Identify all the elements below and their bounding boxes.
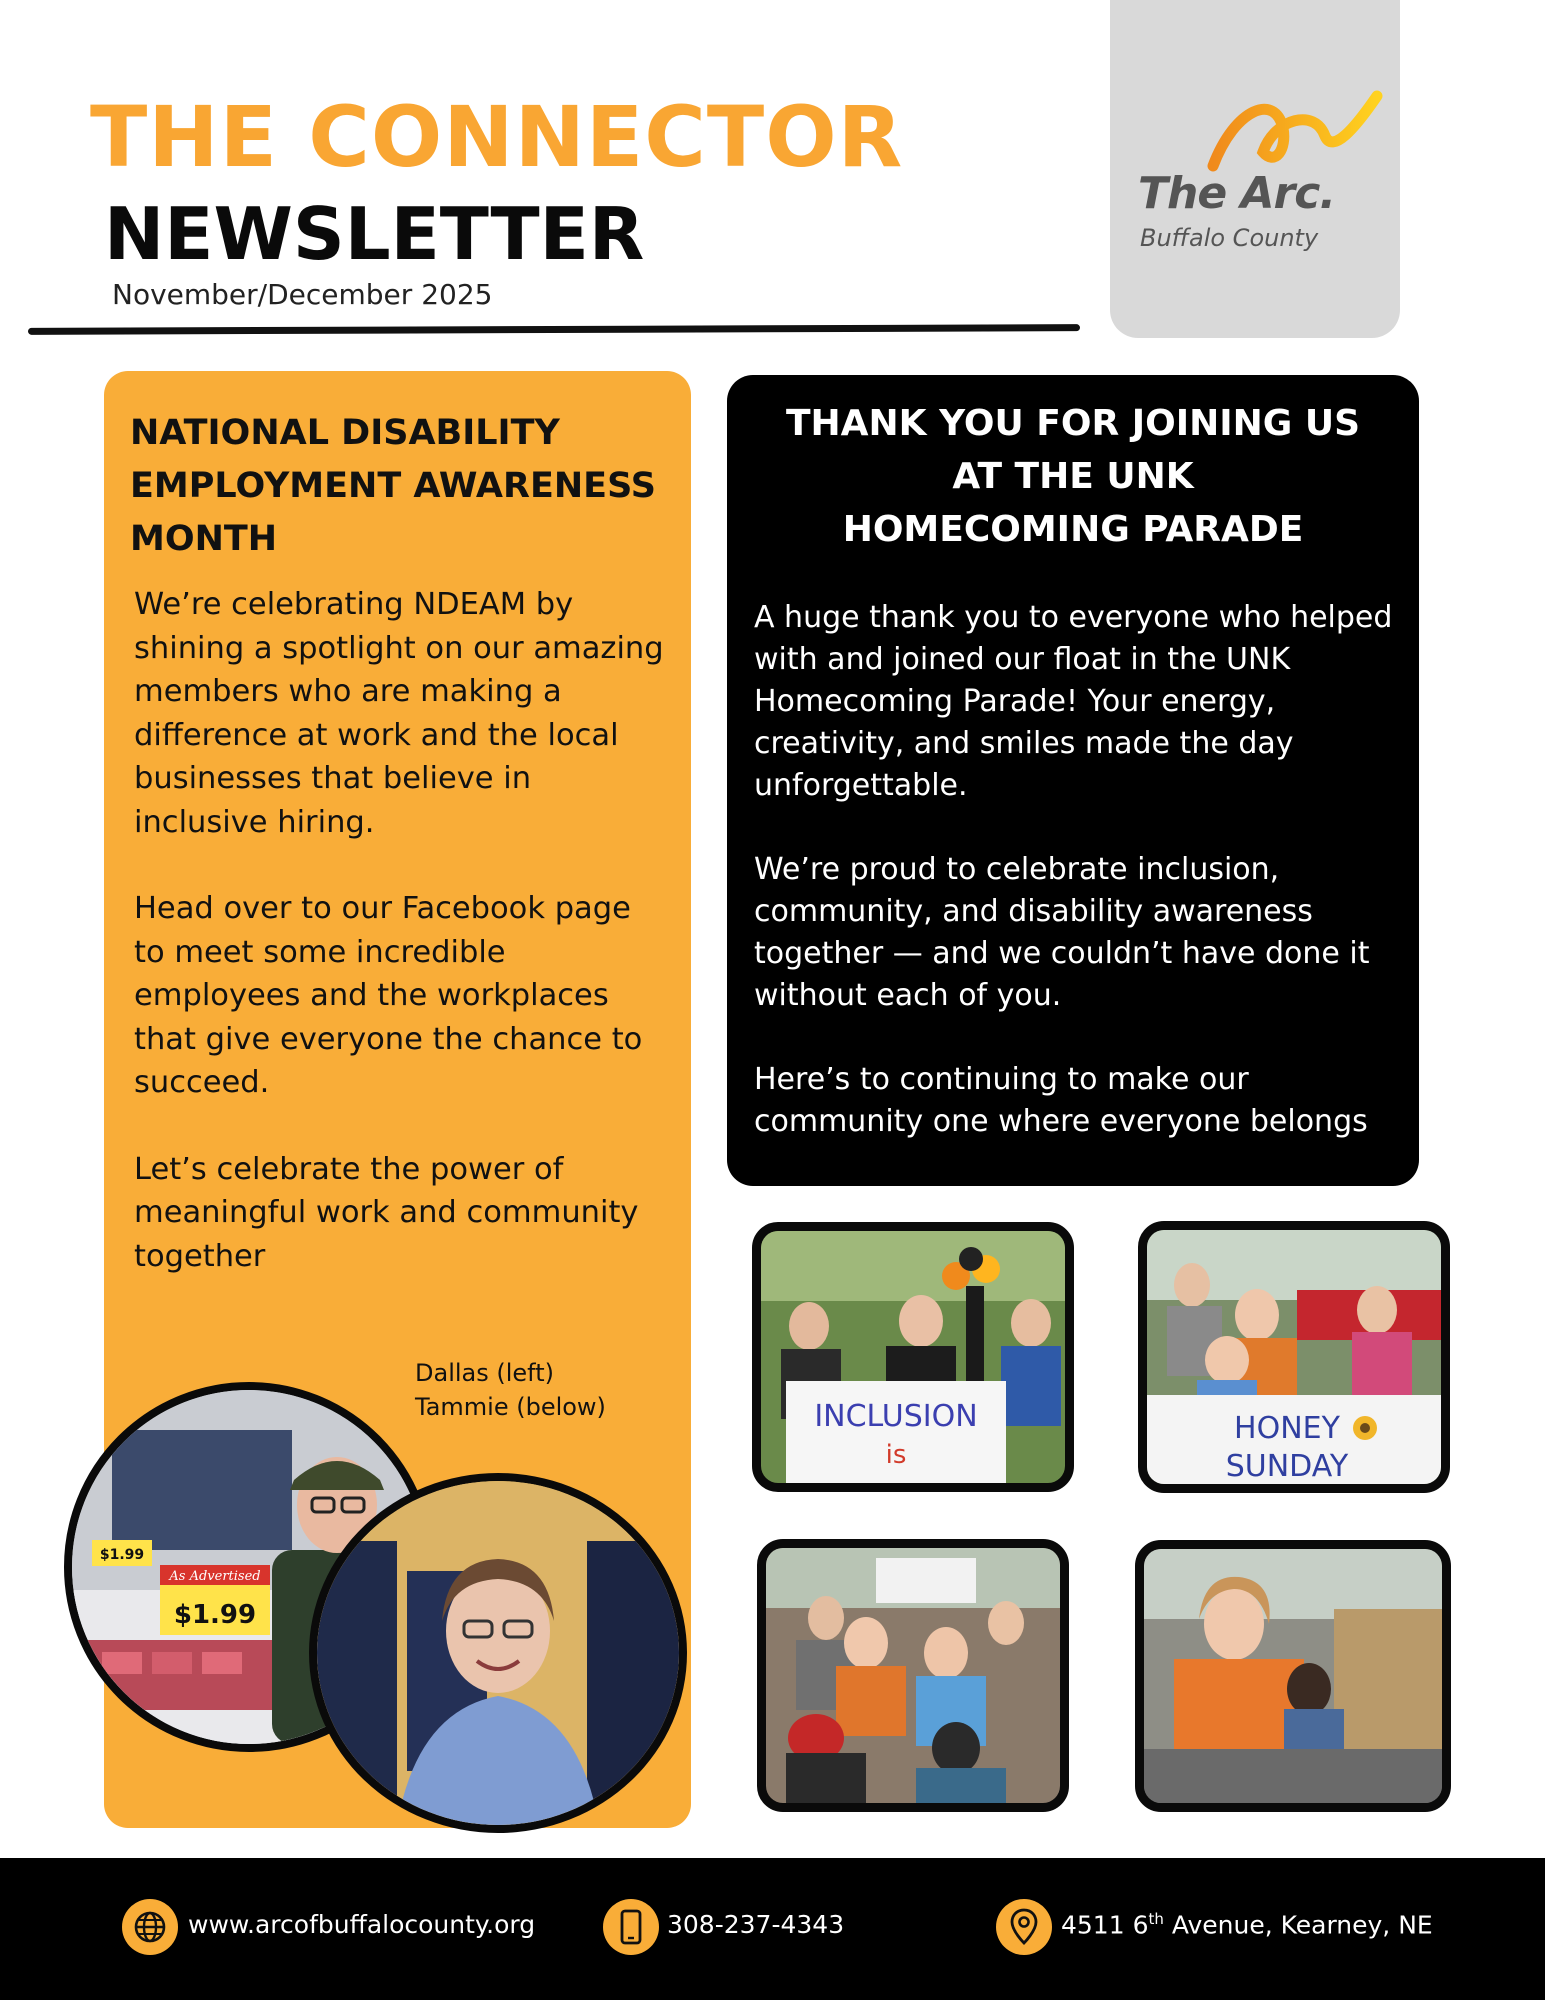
parade-photo-group — [757, 1539, 1069, 1812]
issue-date: November/December 2025 — [112, 278, 493, 311]
parade-photo-honey-sunday — [1138, 1221, 1450, 1493]
arc-logo-subtitle: Buffalo County — [1140, 224, 1319, 252]
parade-photo-image — [1144, 1549, 1442, 1803]
ndeam-paragraph: Head over to our Facebook page to meet some incredible employees and the workplaces that give everyone the chance to succeed. — [134, 891, 643, 1100]
arc-logo-name: The Arc. — [1138, 168, 1336, 219]
phone-link[interactable]: 308-237-4343 — [667, 1910, 845, 1939]
parade-paragraph: A huge thank you to everyone who helped with and joined our float in the UNK Homecoming Parade! Your energy, creativity, and smiles made the day unforgettable. — [754, 600, 1393, 803]
svg-text:$1.99: $1.99 — [173, 1600, 257, 1630]
parade-paragraph: Here’s to continuing to make our community one where everyone belongs — [754, 1062, 1368, 1139]
parade-body — [754, 597, 1394, 1185]
caption-dallas: Dallas (left) — [415, 1359, 554, 1387]
photo-caption — [415, 1356, 606, 1424]
svg-text:HONEY: HONEY — [1234, 1411, 1340, 1446]
ndeam-paragraph: Let’s celebrate the power of meaningful work and community together — [134, 1151, 639, 1274]
svg-text:As Advertised: As Advertised — [169, 1569, 261, 1584]
tammie-photo — [309, 1473, 687, 1833]
ndeam-body — [134, 583, 664, 1321]
caption-tammie: Tammie (below) — [415, 1393, 606, 1421]
svg-text:INCLUSION: INCLUSION — [814, 1399, 978, 1434]
parade-panel — [727, 375, 1419, 1186]
header-divider — [28, 324, 1080, 335]
svg-text:is: is — [885, 1440, 907, 1470]
arc-swoosh-logo-icon — [1205, 88, 1385, 178]
parade-photo-inclusion — [752, 1222, 1074, 1492]
parade-photo-image — [766, 1548, 1060, 1803]
svg-text:$1.99: $1.99 — [99, 1547, 145, 1563]
address-number: 4511 6 — [1061, 1910, 1149, 1940]
arc-logo[interactable] — [1110, 0, 1400, 338]
newsletter-title: THE CONNECTOR — [90, 88, 904, 186]
tammie-photo-image — [317, 1481, 679, 1825]
parade-heading-line: AT THE UNK — [952, 456, 1194, 497]
parade-heading-line: HOMECOMING PARADE — [842, 509, 1304, 550]
svg-text:SUNDAY: SUNDAY — [1225, 1449, 1349, 1484]
parade-photo-image — [761, 1231, 1065, 1483]
location-pin-icon — [996, 1899, 1052, 1955]
parade-photo-smiling — [1135, 1540, 1451, 1812]
newsletter-subtitle: NEWSLETTER — [104, 192, 645, 276]
parade-heading — [727, 397, 1419, 556]
address-street: Avenue, Kearney, NE — [1163, 1910, 1433, 1940]
website-link[interactable]: www.arcofbuffalocounty.org — [188, 1910, 536, 1939]
ndeam-paragraph: We’re celebrating NDEAM by shining a spotlight on our amazing members who are making a difference at work and the local businesses that believe in inclusive hiring. — [134, 587, 664, 840]
address-text[interactable] — [1061, 1910, 1433, 1939]
ndeam-heading: NATIONAL DISABILITY EMPLOYMENT AWARENESS MONTH — [130, 413, 656, 559]
parade-paragraph: We’re proud to celebrate inclusion, community, and disability awareness together — and we couldn’t have done it without each of you. — [754, 852, 1370, 1013]
footer — [0, 1858, 1545, 2000]
parade-heading-line: THANK YOU FOR JOINING US — [786, 403, 1360, 444]
parade-photo-image — [1147, 1230, 1441, 1484]
phone-icon — [603, 1899, 659, 1955]
globe-icon — [122, 1899, 178, 1955]
address-ordinal: th — [1148, 1910, 1164, 1928]
